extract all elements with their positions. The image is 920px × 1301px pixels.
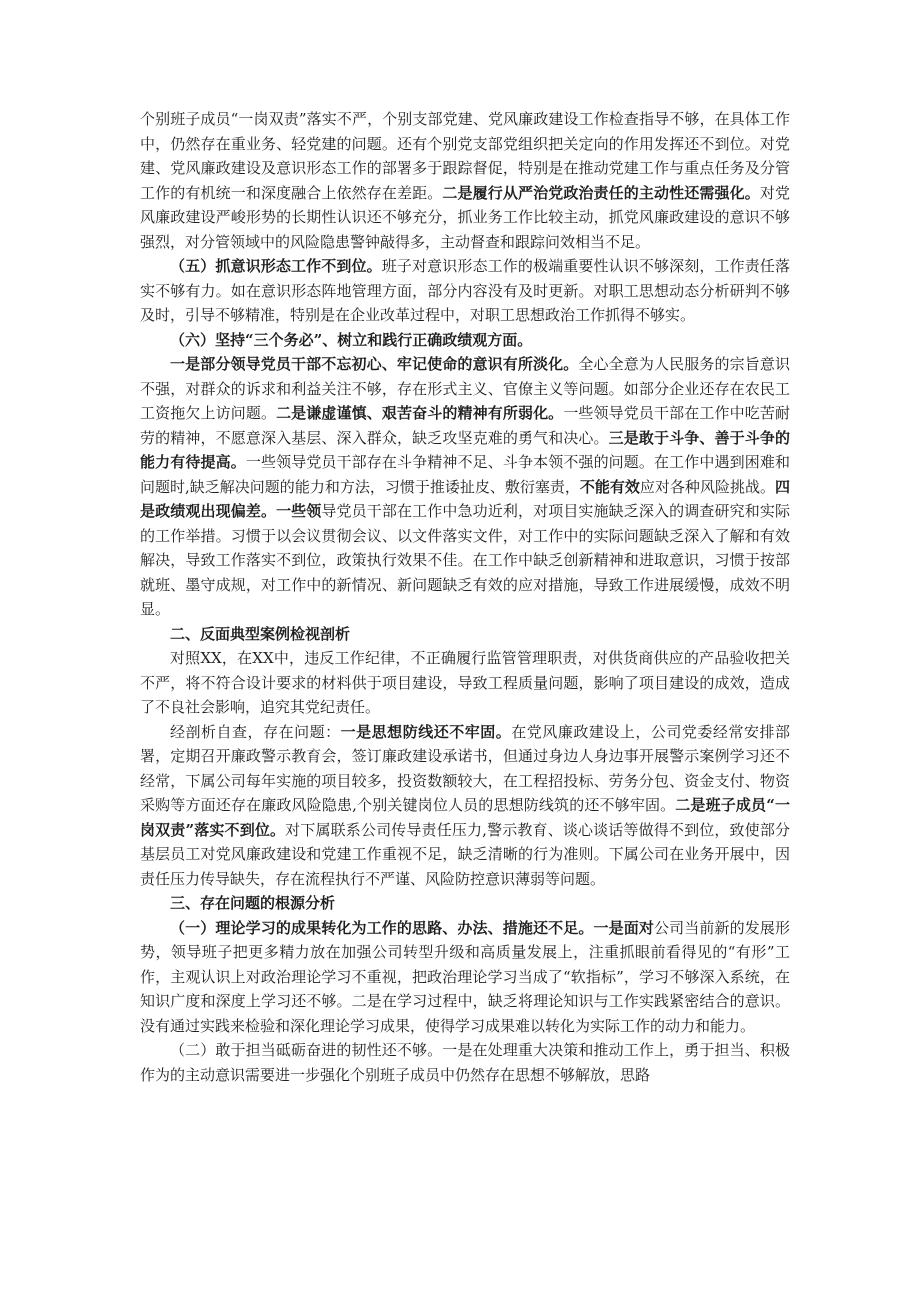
section-heading: 二、反面典型案例检视剖析 <box>170 624 351 643</box>
section-subheading: （一）理论学习的成果转化为工作的思路、办法、措施还不足。一是面对 <box>170 918 654 937</box>
paragraph-responsibility-resilience <box>140 1038 790 1087</box>
paragraph-text: 公司当前新的发展形势，领导班子把更多精力放在加强公司转型升级和高质量发展上，注重抓眼前看得见的“有形”工作，主观认识上对政治理论学习不重视，把政治理论学习当成了“软指标”，学习不够深入系统，在知识广度和深度上学习还不够。二是在学习过程中，缺乏将理论知识与工作实践紧密结合的意识。没有通过实践来检验和深化理论学习成果，使得学习成果难以转化为实际工作的动力和能力。 <box>140 918 790 1035</box>
paragraph-text: 经剖析自查，存在问题： <box>170 722 341 741</box>
paragraph-case-review <box>140 646 790 720</box>
paragraph-text: 导党员干部在工作中急功近利，对项目实施缺乏深入的调查研究和实际的工作举措。习惯于以会议贯彻会议、以文件落实文件，对工作中的实际问题缺乏深入了解和有效解决，导致工作落实不到位，政策执行效果不佳。在工作中缺乏创新精神和进取意识，习惯于按部就班、墨守成规，对工作中的新情况、新问题缺乏有效的应对措施，导致工作进展缓慢，成效不明显。 <box>140 502 790 618</box>
paragraph-text: 班子对意识形态工作的极端重要性认识不够深刻，工作责任落实不够有力。如在意识形态阵地管理方面，部分内容没有及时更新。对职工思想动态分析研判不够及时，引导不够精准，特别是在企业改革过程中，对职工思想政治工作抓得不够实。 <box>140 257 790 324</box>
paragraph-self-examination <box>140 720 790 892</box>
paragraph-text: 对党风廉政建设严峻形势的长期性认识还不够充分，抓业务工作比较主动，抓党风廉政建设的意识不够强烈，对分管领域中的风险隐患警钟敲得多，主动督查和跟踪问效相当不足。 <box>140 183 790 251</box>
paragraph-text: 全心全意为人民服务的宗旨意识不强，对群众的诉求和利益关注不够，存在形式主义、官僚主义等问题。如部分企业还存在农民工工资拖欠上访问题。 <box>140 355 790 422</box>
section-subheading: （二）敢于担当砥砺奋进的韧性还不够。 <box>170 1041 443 1059</box>
paragraph-text: 对下属联系公司传导责任压力,警示教育、谈心谈话等做得不到位，致使部分基层员工对党风廉政建设和党建工作重视不足，缺乏清晰的行为准则。下属公司在业务开展中，因责任压力传导缺失，存在流程执行不严谨、风险防控意识薄弱等问题。 <box>140 820 790 888</box>
emphasis-text: 二是谦虚谨慎、艰苦奋斗的精神有所弱化。 <box>276 404 564 422</box>
section-subheading: （六）坚持“三个务必”、树立和践行正确政绩观方面。 <box>170 330 533 349</box>
section-heading: 三、存在问题的根源分析 <box>170 894 336 912</box>
emphasis-text: 三是敢于斗争、善于斗争的能力有待提高。 <box>140 428 790 471</box>
paragraph-text: 在党风廉政建设上，公司党委经常安排部署，定期召开廉政警示教育会，签订廉政建设承诺书，但通过身边人身边事开展警示案例学习还不经常，下属公司每年实施的项目较多，投资数额较大，在工程招投标、劳务分包、资金支付、物资采购等方面还存在廉政风险隐患,个别关键岗位人员的思想防线筑的还不够牢固。 <box>140 722 790 814</box>
paragraph-performance-view <box>140 352 790 622</box>
emphasis-text: 一是思想防线还不牢固。 <box>340 722 512 741</box>
paragraph-text: 个别班子成员“一岗双责”落实不严，个别支部党建、党风廉政建设工作检查指导不够，在具体工作中，仍然存在重业务、轻党建的问题。还有个别党支部党组织把关定向的作用发挥还不到位。对党建、党风廉政建设及意识形态工作的部署多于跟踪督促，特别是在推动党建工作与重点任务及分管工作的有机统一和深度融合上依然存在差距。 <box>140 110 790 202</box>
section-subheading: （五）抓意识形态工作不到位。 <box>170 257 382 275</box>
paragraph-text: 对照XX，在XX中，违反工作纪律，不正确履行监管管理职责，对供货商供应的产品验收把关不严，将不符合设计要求的材料供于项目建设，导致工程质量问题，影响了项目建设的成效，造成了不良社会影响，追究其党纪责任。 <box>140 649 790 716</box>
document-body <box>140 107 790 1087</box>
section-heading-three <box>140 891 790 916</box>
emphasis-text: 不能有效 <box>579 477 640 496</box>
emphasis-text: 二是履行从严治党政治责任的主动性还需强化。 <box>442 183 760 202</box>
emphasis-text: 四是政绩观出现偏差。一些领 <box>140 477 790 520</box>
paragraph-theory-learning <box>140 916 790 1039</box>
paragraph-ideology-work <box>140 254 790 328</box>
paragraph-text: 一些领导党员干部存在斗争精神不足、斗争本领不强的问题。在工作中遇到困难和问题时,缺乏解决问题的能力和方法，习惯于推诿扯皮、敷衍塞责， <box>140 453 790 496</box>
paragraph-leadership-responsibility <box>140 107 790 254</box>
section-heading-two <box>140 622 790 647</box>
paragraph-text: 应对各种风险挑战。 <box>639 477 775 496</box>
paragraph-text: 一是在处理重大决策和推动工作上，勇于担当、积极作为的主动意识需要进一步强化个别班子成员中仍然存在思想不够解放，思路 <box>140 1041 790 1084</box>
emphasis-text: 一是部分领导党员干部不忘初心、牢记使命的意识有所淡化。 <box>170 355 579 373</box>
paragraph-text: 一些领导党员干部在工作中吃苦耐劳的精神，不愿意深入基层、深入群众，缺乏攻坚克难的勇气和决心。 <box>140 404 790 447</box>
emphasis-text: 二是班子成员“一岗双责”落实不到位。 <box>140 796 790 839</box>
section-subheading-six <box>140 328 790 353</box>
